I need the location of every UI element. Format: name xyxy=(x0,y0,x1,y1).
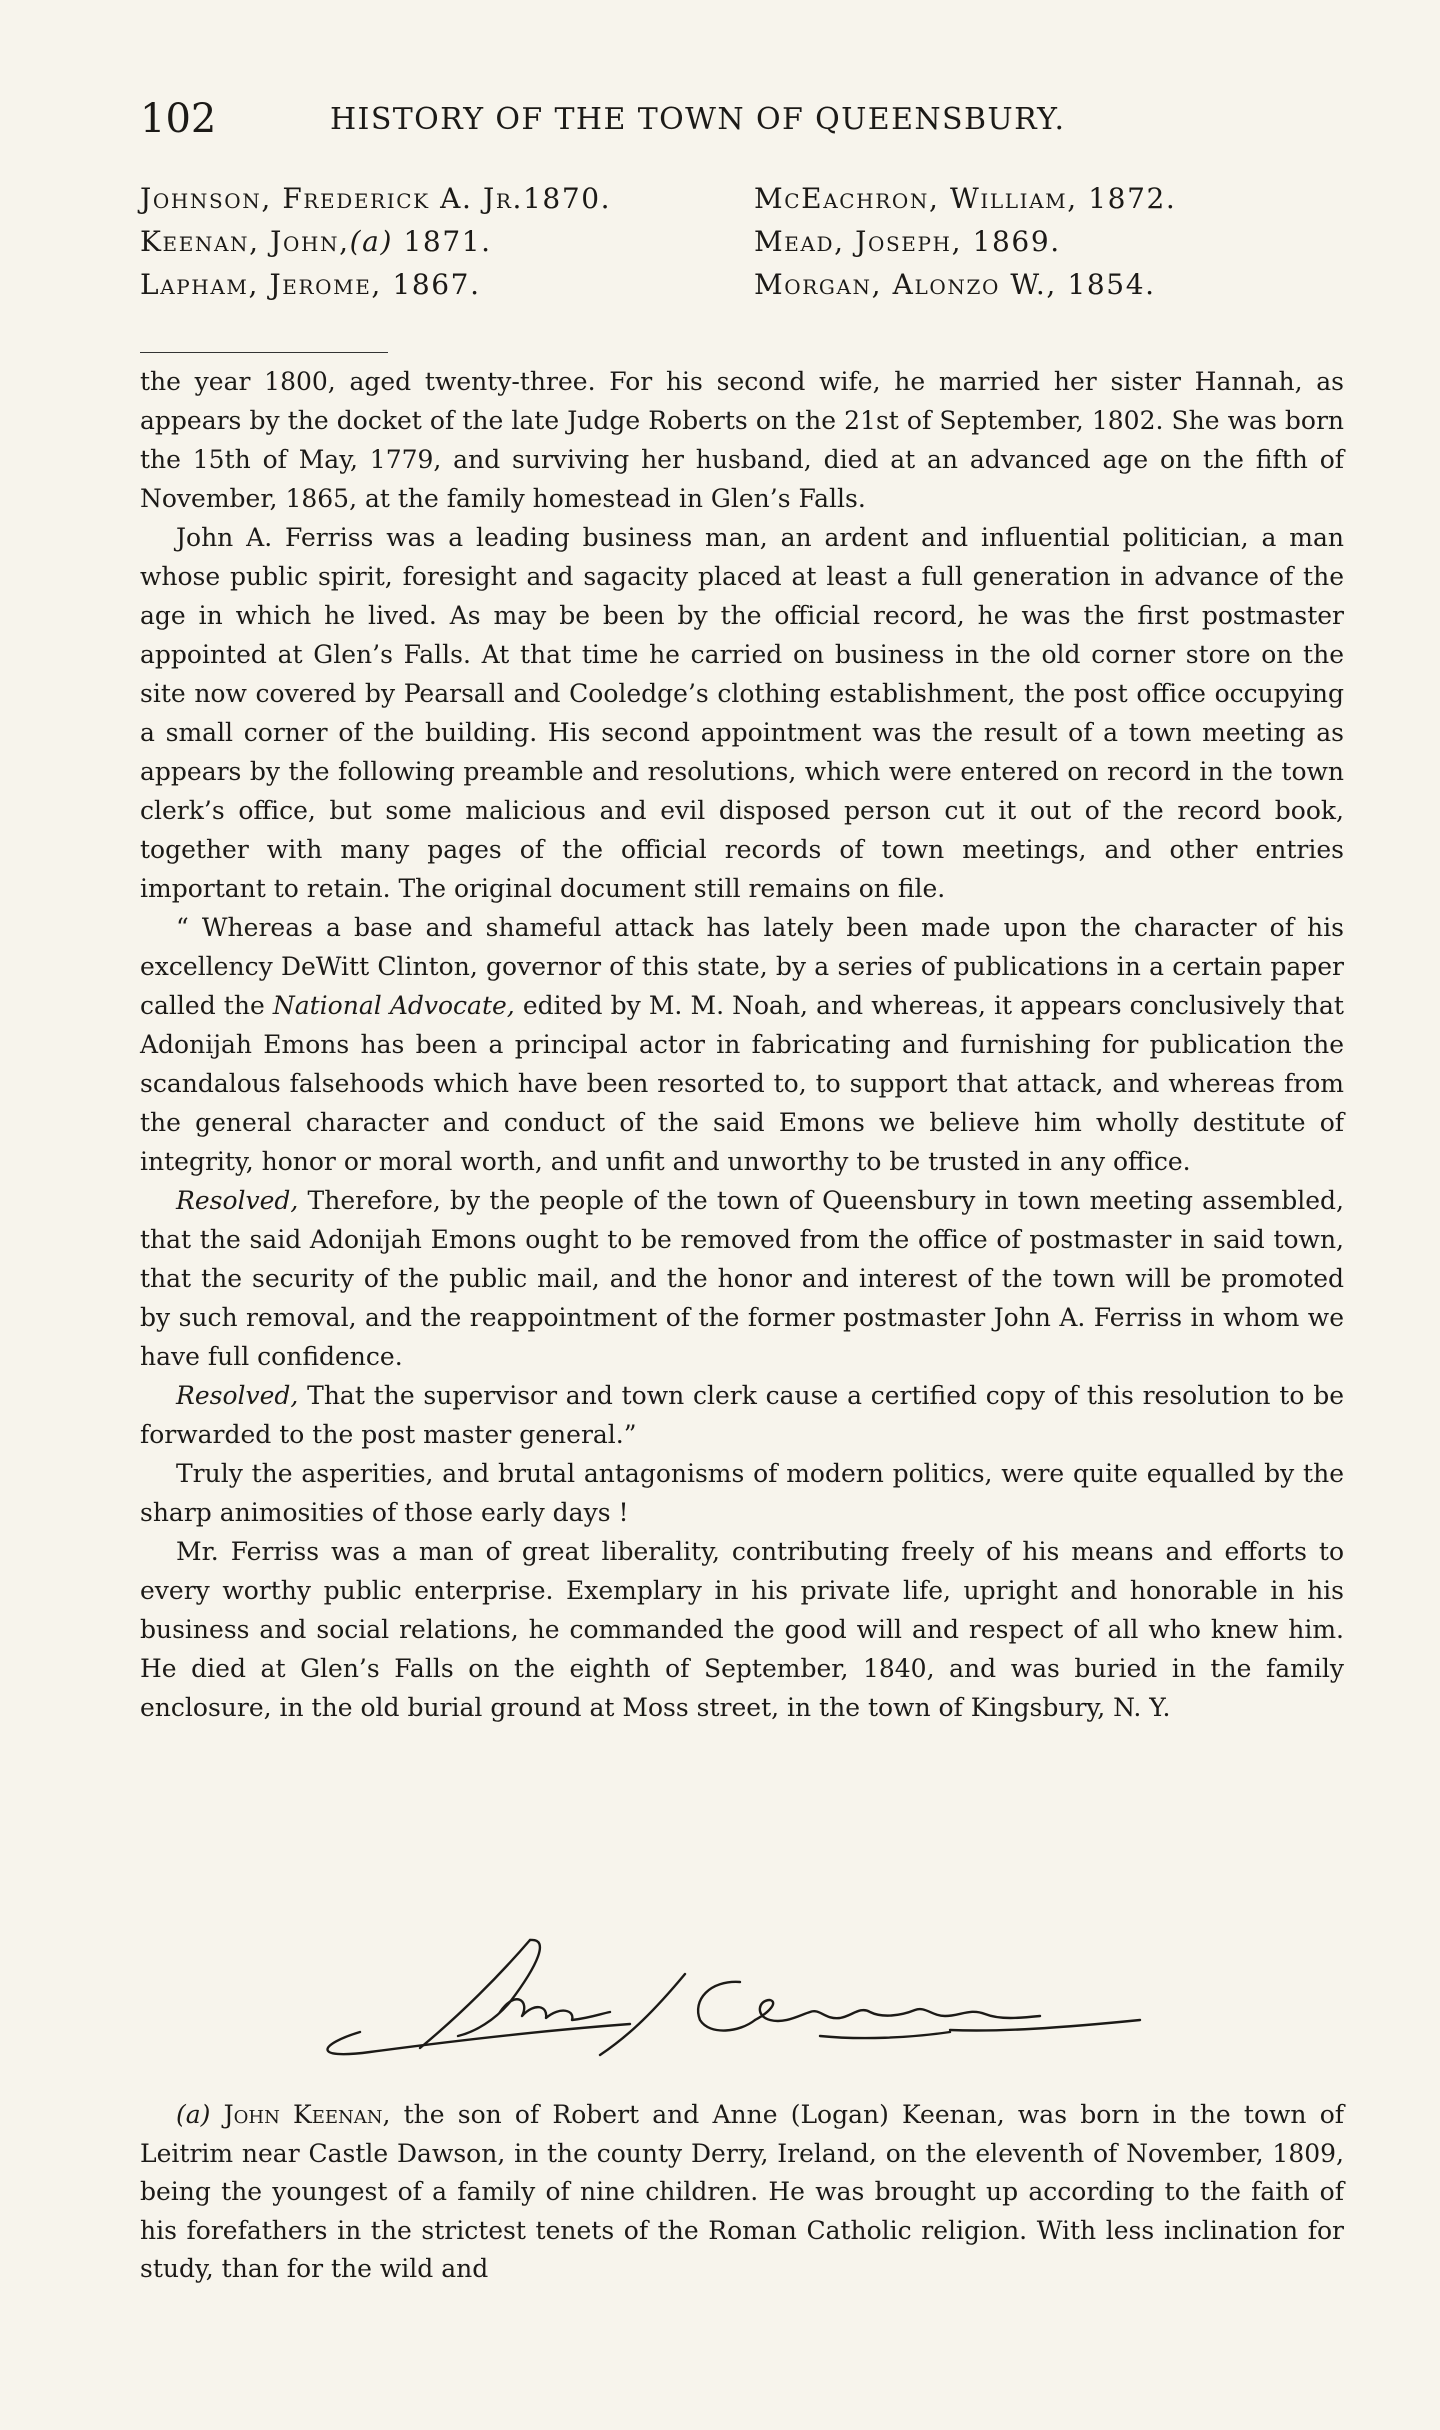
footnote-paragraph: (a) John Keenan, the son of Robert and Anne (Logan) Keenan, was born in the town of Leitrim near Castle Dawson, in the county Derry, Ireland, on the eleventh of November, 1809, being the youngest of a family of nine children. He was brought up according to the faith of his forefathers in the strictest tenets of the Roman Catholic religion. With less inclination for study, than for the wild and xyxy=(140,2100,1344,2283)
quoted-preamble: “ Whereas a base and shameful attack has lately been made upon the character of his excellency DeWitt Clinton, governor of this state, by a series of publications in a certain paper called the National Advocate, edited by M. M. Noah, and whereas, it appears conclusively that Adonijah Emons has been a principal actor in fabricating and furnishing for publication the scandalous falsehoods which have been resorted to, to support that attack, and whereas from the general character and conduct of the said Emons we believe him wholly destitute of integrity, honor or moral worth, and unfit and unworthy to be trusted in any office. xyxy=(140,913,1344,1176)
roster-name: Mead, Joseph, xyxy=(754,225,963,258)
page-header xyxy=(140,96,1340,146)
roster-entry xyxy=(754,182,1176,225)
roster-year: 1871. xyxy=(403,225,492,258)
newspaper-title: National Advocate, xyxy=(272,991,515,1020)
roster-year: 1869. xyxy=(972,225,1061,258)
roster-entry xyxy=(754,268,1176,311)
roster-name: McEachron, William, xyxy=(754,182,1078,215)
resolution: Resolved, Therefore, by the people of the town of Queensbury in town meeting assembled, that the said Adonijah Emons ought to be removed from the office of postmaster in said town, that the security of the public mail, and the honor and interest of the town will be promoted by such removal, and the reappointment of the former postmaster John A. Ferriss in whom we have full confidence. xyxy=(140,1186,1344,1371)
paragraph: the year 1800, aged twenty-three. For his second wife, he married her sister Hannah, as appears by the docket of the late Judge Roberts on the 21st of September, 1802. She was born the 15th of May, 1779, and surviving her husband, died at an advanced age on the fifth of November, 1865, at the family homestead in Glen’s Falls. xyxy=(140,367,1344,513)
running-head: HISTORY OF THE TOWN OF QUEENSBURY. xyxy=(330,102,1066,137)
resolved-label: Resolved, xyxy=(176,1186,299,1215)
roster-entry xyxy=(140,182,611,225)
roster-name: Morgan, Alonzo W., xyxy=(754,268,1057,301)
roster-name: Johnson, Frederick A. Jr. xyxy=(140,182,523,215)
resolution: Resolved, That the supervisor and town clerk cause a certified copy of this resolution to be forwarded to the post master general.” xyxy=(140,1381,1344,1449)
roster-year: 1872. xyxy=(1088,182,1177,215)
body-text xyxy=(140,362,1344,1727)
roster-column-right xyxy=(754,182,1176,311)
footnote xyxy=(140,2096,1344,2289)
roster-entry xyxy=(140,225,611,268)
section-divider xyxy=(140,352,388,353)
roster-column-left xyxy=(140,182,611,311)
paragraph: Truly the asperities, and brutal antagonisms of modern politics, were quite equalled by the sharp animosities of those early days ! xyxy=(140,1459,1344,1527)
roster-entry xyxy=(754,225,1176,268)
paragraph: John A. Ferriss was a leading business man, an ardent and influential politician, a man whose public spirit, foresight and sagacity placed at least a full generation in advance of the age in which he lived. As may be been by the official record, he was the first postmaster appointed at Glen’s Falls. At that time he carried on business in the old corner store on the site now covered by Pearsall and Cooledge’s clothing establishment, the post office occupying a small corner of the building. His second appointment was the result of a town meeting as appears by the following preamble and resolutions, which were entered on record in the town clerk’s office, but some malicious and evil disposed person cut it out of the record book, together with many pages of the official records of town meetings, and other entries important to retain. The original document still remains on file. xyxy=(140,523,1344,903)
handwritten-signature xyxy=(300,1920,1180,2070)
roster-name: Keenan, John, xyxy=(140,225,350,258)
paragraph: Mr. Ferriss was a man of great liberality, contributing freely of his means and efforts to every worthy public enterprise. Exemplary in his private life, upright and honorable in his business and social relations, he commanded the good will and respect of all who knew him. He died at Glen’s Falls on the eighth of September, 1840, and was buried in the family enclosure, in the old burial ground at Moss street, in the town of Kingsbury, N. Y. xyxy=(140,1537,1344,1722)
roster-name: Lapham, Jerome, xyxy=(140,268,382,301)
roster-entry xyxy=(140,268,611,311)
signature-john-keenan xyxy=(300,1920,1180,2070)
roster-year: 1854. xyxy=(1067,268,1156,301)
resolved-label: Resolved, xyxy=(176,1381,299,1410)
page-number: 102 xyxy=(140,96,217,142)
footnote-marker: (a) xyxy=(176,2100,211,2129)
footnote-ref: (a) xyxy=(349,225,393,258)
roster-year: 1870. xyxy=(523,182,612,215)
roster-year: 1867. xyxy=(392,268,481,301)
footnote-subject: John Keenan, xyxy=(223,2100,391,2129)
